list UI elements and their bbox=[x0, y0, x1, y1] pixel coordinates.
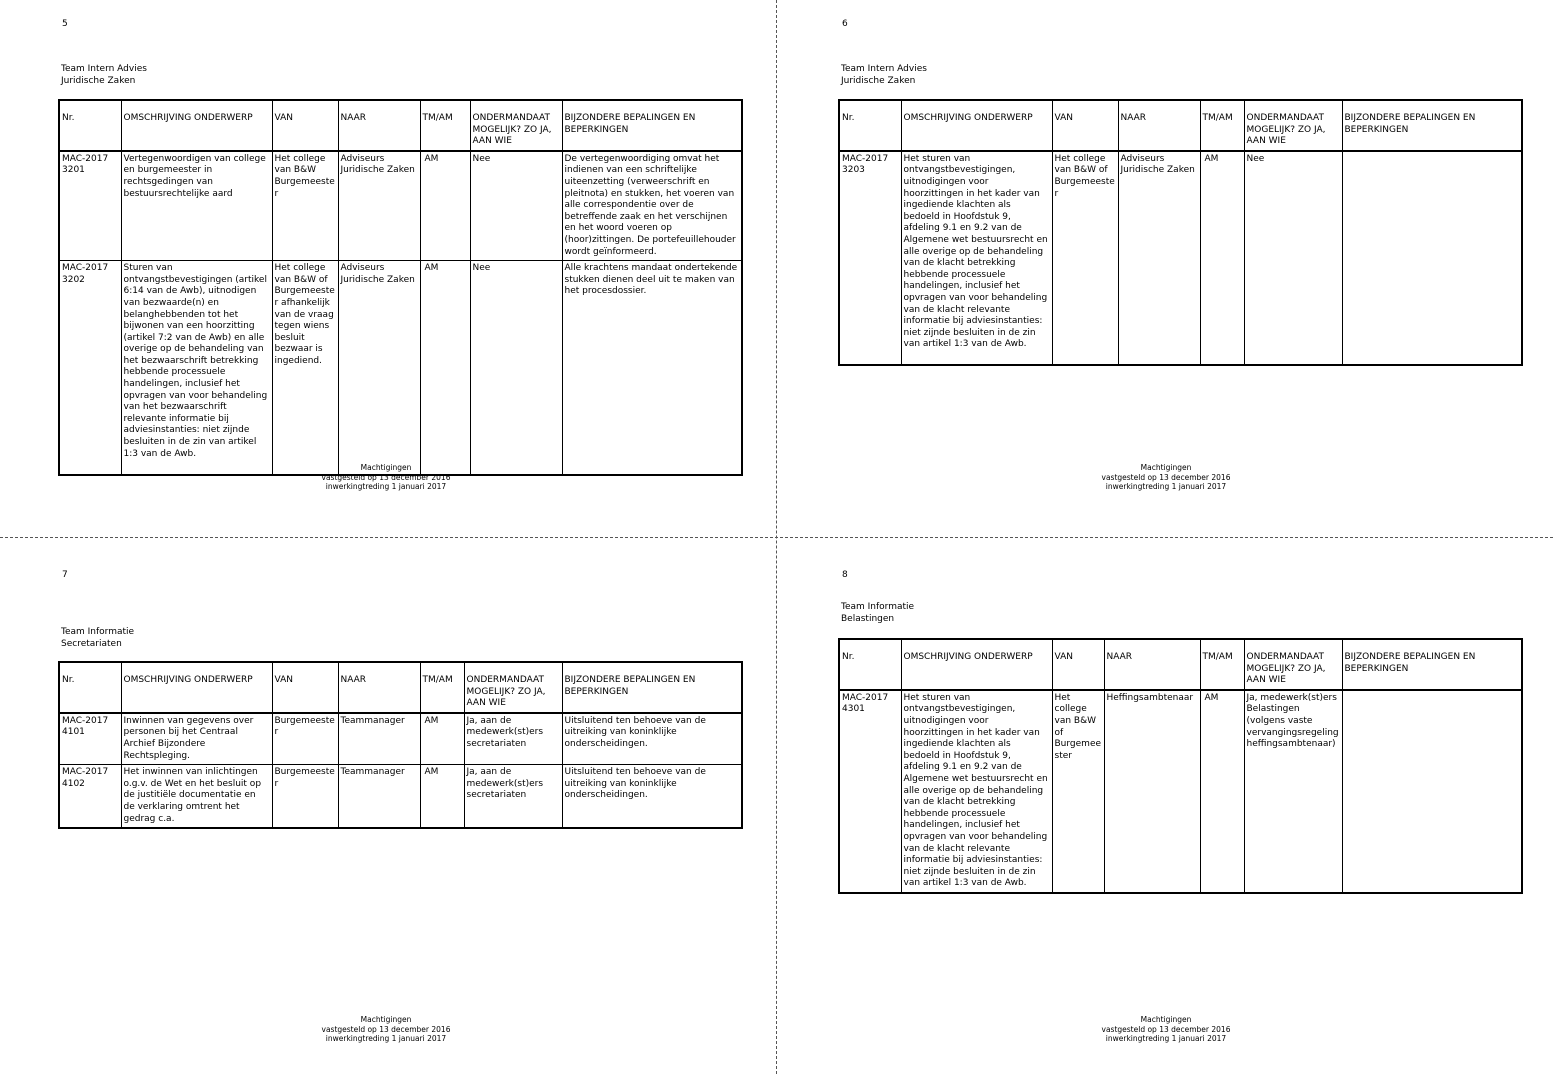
footer-title: Machtigingen bbox=[360, 1015, 412, 1024]
team-heading bbox=[61, 626, 134, 650]
header-omschrijving: OMSCHRIJVING ONDERWERP bbox=[901, 100, 1052, 151]
cell-bijzondere: Alle krachtens mandaat ondertekende stukken dienen deel uit te maken van het procesdossier. bbox=[562, 261, 742, 475]
page-footer bbox=[236, 1015, 536, 1044]
mandate-table bbox=[838, 638, 1523, 894]
cell-nr: MAC-2017 3203 bbox=[839, 151, 901, 365]
cell-nr: MAC-2017 4301 bbox=[839, 690, 901, 893]
cell-tmam: AM bbox=[1200, 690, 1244, 893]
header-omschrijving: OMSCHRIJVING ONDERWERP bbox=[121, 100, 272, 151]
header-bijzondere: BIJZONDERE BEPALINGEN EN BEPERKINGEN bbox=[1342, 639, 1522, 690]
cell-ondermandaat: Nee bbox=[470, 151, 562, 261]
page-5 bbox=[0, 0, 776, 537]
page-footer bbox=[236, 463, 536, 492]
cell-tmam: AM bbox=[420, 151, 470, 261]
footer-inwerking: inwerkingtreding 1 januari 2017 bbox=[1105, 482, 1227, 491]
footer-vastgesteld: vastgesteld op 13 december 2016 bbox=[321, 472, 451, 482]
cell-van: Burgemeester bbox=[272, 713, 338, 765]
header-omschrijving: OMSCHRIJVING ONDERWERP bbox=[901, 639, 1052, 690]
footer-inwerking: inwerkingtreding 1 januari 2017 bbox=[325, 1034, 447, 1043]
cell-tmam: AM bbox=[420, 765, 464, 828]
cell-nr: MAC-2017 4101 bbox=[59, 713, 121, 765]
header-van: VAN bbox=[272, 100, 338, 151]
table-header-row bbox=[839, 639, 1522, 690]
cell-van: Het college van B&W of Burgemeester afhankelijk van de vraag tegen wiens besluit bezwaar is ingediend. bbox=[272, 261, 338, 475]
header-nr: Nr. bbox=[839, 100, 901, 151]
footer-inwerking: inwerkingtreding 1 januari 2017 bbox=[1105, 1034, 1227, 1043]
table-header-row bbox=[59, 662, 742, 713]
header-nr: Nr. bbox=[59, 662, 121, 713]
cell-omschrijving: Het inwinnen van inlichtingen o.g.v. de Wet en het besluit op de justitiële documentatie en de verklaring omtrent het gedrag c.a. bbox=[121, 765, 272, 828]
team-subdivision: Juridische Zaken bbox=[61, 76, 136, 86]
cell-ondermandaat: Ja, aan de medewerk(st)ers secretariaten bbox=[464, 765, 562, 828]
header-van: VAN bbox=[1052, 100, 1118, 151]
team-subdivision: Juridische Zaken bbox=[841, 76, 916, 86]
team-name: Team Intern Advies bbox=[841, 64, 927, 74]
table-row bbox=[59, 151, 742, 261]
header-van: VAN bbox=[272, 662, 338, 713]
team-heading bbox=[61, 63, 147, 87]
cell-ondermandaat: Ja, aan de medewerk(st)ers secretariaten bbox=[464, 713, 562, 765]
cell-tmam: AM bbox=[420, 713, 464, 765]
cell-omschrijving: Het sturen van ontvangstbevestigingen, uitnodigingen voor hoorzittingen in het kader van ingediende klachten als bedoeld in Hoofdstuk 9, afdeling 9.1 en 9.2 van de Algemene wet bestuursrecht en alle overige op de behandeling van de klacht betrekking hebbende processuele handelingen, inclusief het opvragen van voor behandeling van de klacht relevante informatie bij adviesinstanties: niet zijnde besluiten in de zin van artikel 1:3 van de Awb. bbox=[901, 151, 1052, 365]
cell-bijzondere: Uitsluitend ten behoeve van de uitreiking van koninklijke onderscheidingen. bbox=[562, 713, 742, 765]
cell-naar: Adviseurs Juridische Zaken bbox=[338, 261, 420, 475]
header-tmam: TM/AM bbox=[420, 100, 470, 151]
header-tmam: TM/AM bbox=[1200, 639, 1244, 690]
table-row bbox=[59, 765, 742, 828]
team-heading bbox=[841, 63, 927, 87]
cell-naar: Adviseurs Juridische Zaken bbox=[1118, 151, 1200, 365]
header-naar: NAAR bbox=[1104, 639, 1200, 690]
header-bijzondere: BIJZONDERE BEPALINGEN EN BEPERKINGEN bbox=[562, 100, 742, 151]
header-bijzondere: BIJZONDERE BEPALINGEN EN BEPERKINGEN bbox=[562, 662, 742, 713]
table-header-row bbox=[839, 100, 1522, 151]
team-subdivision: Secretariaten bbox=[61, 639, 122, 649]
mandate-table bbox=[58, 661, 743, 829]
header-bijzondere: BIJZONDERE BEPALINGEN EN BEPERKINGEN bbox=[1342, 100, 1522, 151]
cell-bijzondere: Uitsluitend ten behoeve van de uitreiking van koninklijke onderscheidingen. bbox=[562, 765, 742, 828]
cell-omschrijving: Sturen van ontvangstbevestigingen (artikel 6:14 van de Awb), uitnodigen van bezwaarde(n) en belanghebbenden tot het bijwonen van een hoorzitting (artikel 7:2 van de Awb) en alle overige op de behandeling van het bezwaarschrift betrekking hebbende processuele handelingen, inclusief het opvragen van voor behandeling van het bezwaarschrift relevante informatie bij adviesinstanties: niet zijnde besluiten in de zin van artikel 1:3 van de Awb. bbox=[121, 261, 272, 475]
header-ondermandaat: ONDERMANDAAT MOGELIJK? ZO JA, AAN WIE bbox=[1244, 639, 1342, 690]
team-subdivision: Belastingen bbox=[841, 614, 895, 624]
page-6 bbox=[777, 0, 1553, 537]
header-omschrijving: OMSCHRIJVING ONDERWERP bbox=[121, 662, 272, 713]
header-naar: NAAR bbox=[338, 100, 420, 151]
footer-vastgesteld: vastgesteld op 13 december 2016 bbox=[321, 1024, 451, 1034]
page-7 bbox=[0, 538, 776, 1075]
team-name: Team Informatie bbox=[841, 602, 915, 612]
page-number: 6 bbox=[842, 19, 848, 29]
cell-naar: Teammanager bbox=[338, 765, 420, 828]
table-header-row bbox=[59, 100, 742, 151]
header-tmam: TM/AM bbox=[1200, 100, 1244, 151]
header-nr: Nr. bbox=[59, 100, 121, 151]
header-ondermandaat: ONDERMANDAAT MOGELIJK? ZO JA, AAN WIE bbox=[464, 662, 562, 713]
footer-title: Machtigingen bbox=[1140, 463, 1192, 472]
cell-tmam: AM bbox=[1200, 151, 1244, 365]
team-name: Team Informatie bbox=[61, 627, 135, 637]
cell-ondermandaat: Nee bbox=[1244, 151, 1342, 365]
cell-ondermandaat: Nee bbox=[470, 261, 562, 475]
mandate-table bbox=[838, 99, 1523, 366]
page-number: 8 bbox=[842, 570, 848, 580]
cell-naar: Heffingsambtenaar bbox=[1104, 690, 1200, 893]
header-naar: NAAR bbox=[338, 662, 420, 713]
header-ondermandaat: ONDERMANDAAT MOGELIJK? ZO JA, AAN WIE bbox=[1244, 100, 1342, 151]
cell-bijzondere bbox=[1342, 690, 1522, 893]
team-heading bbox=[841, 601, 914, 625]
cell-van: Het college van B&W of Burgemeester bbox=[1052, 690, 1104, 893]
footer-title: Machtigingen bbox=[360, 463, 412, 472]
cell-van: Het college van B&W of Burgemeester bbox=[1052, 151, 1118, 365]
team-name: Team Intern Advies bbox=[61, 64, 147, 74]
footer-vastgesteld: vastgesteld op 13 december 2016 bbox=[1101, 1024, 1231, 1034]
footer-inwerking: inwerkingtreding 1 januari 2017 bbox=[325, 482, 447, 491]
page-footer bbox=[1016, 463, 1316, 492]
cell-bijzondere: De vertegenwoordiging omvat het indienen van een schriftelijke uiteenzetting (verweerschrift en pleitnota) en stukken, het voeren van alle correspondentie over de betreffende zaak en het verschijnen en het woord voeren op (hoor)zittingen. De portefeuillehouder wordt geïnformeerd. bbox=[562, 151, 742, 261]
cell-nr: MAC-2017 3202 bbox=[59, 261, 121, 475]
cell-naar: Teammanager bbox=[338, 713, 420, 765]
cell-omschrijving: Het sturen van ontvangstbevestigingen, uitnodigingen voor hoorzittingen in het kader van ingediende klachten als bedoeld in Hoofdstuk 9, afdeling 9.1 en 9.2 van de Algemene wet bestuursrecht en alle overige op de behandeling van de klacht betrekking hebbende processuele handelingen, inclusief het opvragen van voor behandeling van de klacht relevante informatie bij adviesinstanties: niet zijnde besluiten in de zin van artikel 1:3 van de Awb. bbox=[901, 690, 1052, 893]
table-row bbox=[59, 261, 742, 475]
footer-vastgesteld: vastgesteld op 13 december 2016 bbox=[1101, 472, 1231, 482]
header-ondermandaat: ONDERMANDAAT MOGELIJK? ZO JA, AAN WIE bbox=[470, 100, 562, 151]
cell-omschrijving: Inwinnen van gegevens over personen bij het Centraal Archief Bijzondere Rechtspleging. bbox=[121, 713, 272, 765]
header-nr: Nr. bbox=[839, 639, 901, 690]
header-van: VAN bbox=[1052, 639, 1104, 690]
cell-nr: MAC-2017 3201 bbox=[59, 151, 121, 261]
table-row bbox=[839, 690, 1522, 893]
page-number: 7 bbox=[62, 570, 68, 580]
cell-naar: Adviseurs Juridische Zaken bbox=[338, 151, 420, 261]
header-naar: NAAR bbox=[1118, 100, 1200, 151]
footer-title: Machtigingen bbox=[1140, 1015, 1192, 1024]
cell-tmam: AM bbox=[420, 261, 470, 475]
page-8 bbox=[777, 538, 1553, 1075]
cell-bijzondere bbox=[1342, 151, 1522, 365]
cell-nr: MAC-2017 4102 bbox=[59, 765, 121, 828]
header-tmam: TM/AM bbox=[420, 662, 464, 713]
table-row bbox=[839, 151, 1522, 365]
cell-van: Burgemeester bbox=[272, 765, 338, 828]
table-row bbox=[59, 713, 742, 765]
page-footer bbox=[1016, 1015, 1316, 1044]
page-number: 5 bbox=[62, 19, 68, 29]
mandate-table bbox=[58, 99, 743, 476]
cell-ondermandaat: Ja, medewerk(st)ers Belastingen (volgens vaste vervangingsregeling heffingsambtenaar) bbox=[1244, 690, 1342, 893]
cell-omschrijving: Vertegenwoordigen van college en burgemeester in rechtsgedingen van bestuursrechtelijke aard bbox=[121, 151, 272, 261]
cell-van: Het college van B&W Burgemeester bbox=[272, 151, 338, 261]
